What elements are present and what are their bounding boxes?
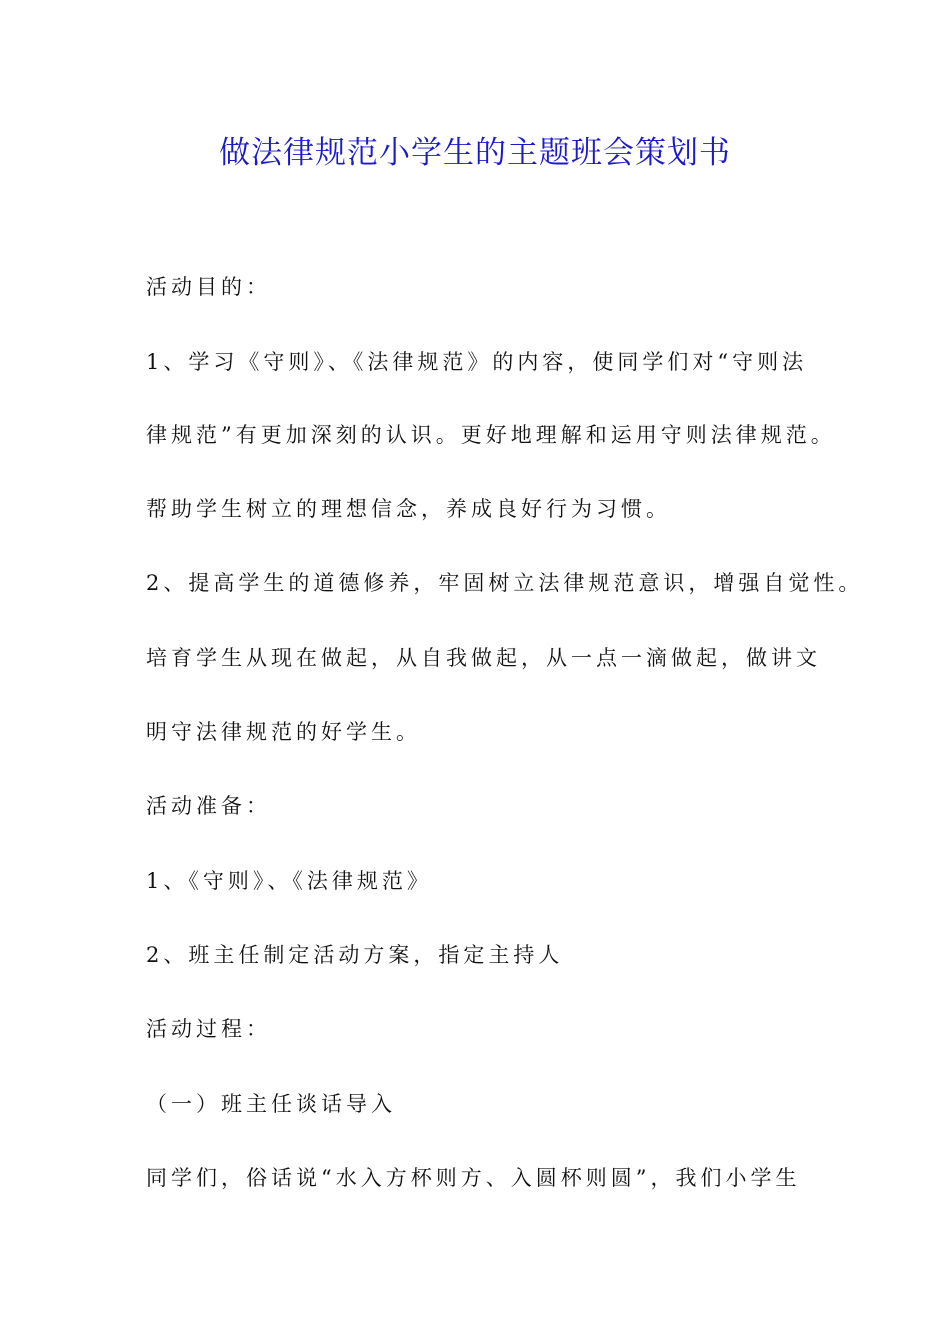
paragraph-line: 律规范”有更加深刻的认识。更好地理解和运用守则法律规范。 <box>146 423 836 447</box>
paragraph-line: 帮助学生树立的理想信念，养成良好行为习惯。 <box>146 497 671 521</box>
paragraph-line: 1、学习《守则》、《法律规范》的内容，使同学们对“守则法 <box>146 350 808 374</box>
paragraph-line: 明守法律规范的好学生。 <box>146 720 421 744</box>
paragraph-line: 2、提高学生的道德修养，牢固树立法律规范意识，增强自觉性。 <box>146 571 864 595</box>
paragraph-line: 1、《守则》、《法律规范》 <box>146 869 432 893</box>
document-title: 做法律规范小学生的主题班会策划书 <box>219 135 731 171</box>
paragraph-line: 2、班主任制定活动方案，指定主持人 <box>146 943 564 967</box>
paragraph-line: 培育学生从现在做起，从自我做起，从一点一滴做起，做讲文 <box>146 646 821 670</box>
subsection-heading: （一）班主任谈话导入 <box>146 1092 396 1116</box>
section-heading-process: 活动过程： <box>146 1017 271 1041</box>
section-heading-preparation: 活动准备： <box>146 794 271 818</box>
paragraph-line: 同学们，俗话说“水入方杯则方、入圆杯则圆”，我们小学生 <box>146 1166 801 1190</box>
section-heading-purpose: 活动目的： <box>146 275 271 299</box>
